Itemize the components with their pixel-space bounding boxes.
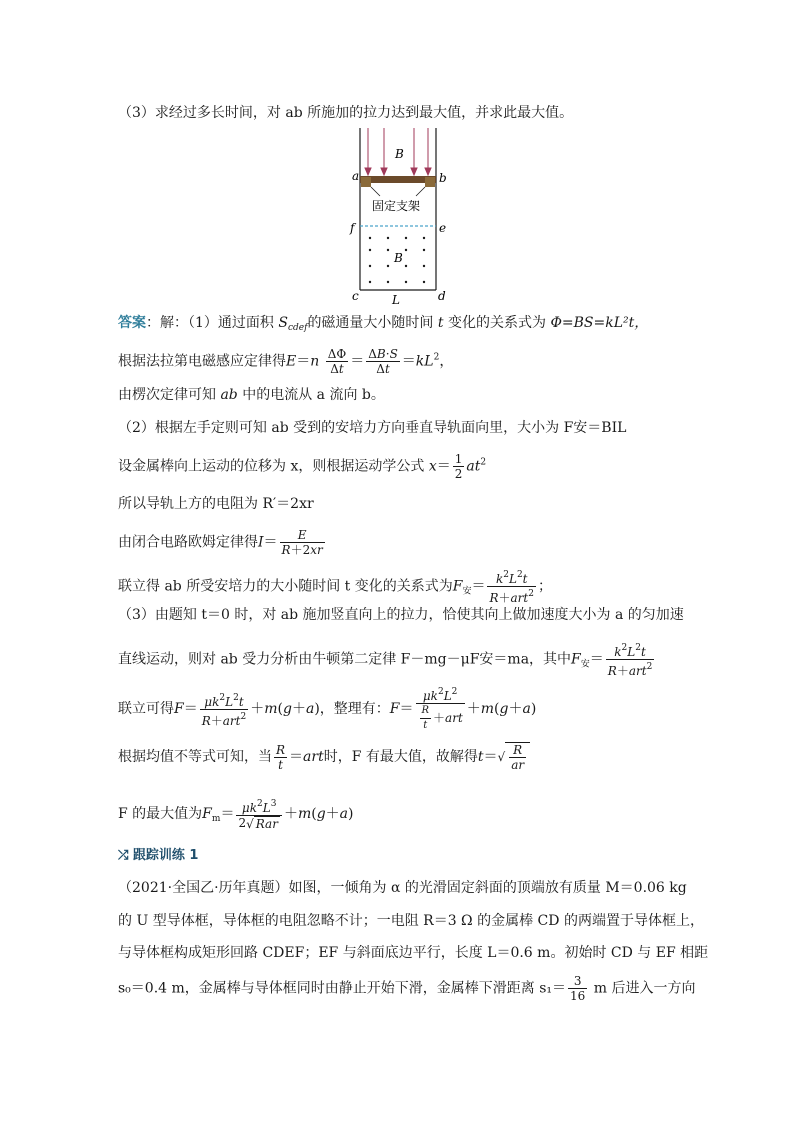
rod-ab xyxy=(360,176,436,183)
label-c: c xyxy=(352,289,359,303)
answer-line-1: 答案：解：（1）通过面积 $S_{cdef}$的磁通量大小随时间 t 变化的关系式为 Φ=BS=kL²t， xyxy=(118,315,649,333)
answer-line-6: 所以导轨上方的电阻为 R′＝2xr xyxy=(118,496,314,512)
answer-line-8: 联立得 ab 所受安培力的大小随时间 t 变化的关系式为$F_安=$ $\frac{k^2L^2t}{R+art^2}$ ； xyxy=(118,570,552,605)
label-b-top: B xyxy=(395,147,404,161)
label-l: L xyxy=(392,293,400,307)
label-e: e xyxy=(439,221,447,235)
label-f: f xyxy=(350,221,355,235)
answer-line-12: 根据均值不等式可知，当 $\frac{R}{t}$ ＝art时，F 有最大值，故解得t＝√ $\frac{R}{ar}$ xyxy=(118,742,530,772)
answer-line-9: （3）由题知 t＝0 时，对 ab 施加竖直向上的拉力，恰使其向上做加速度大小为 a 的匀加速 xyxy=(118,607,684,623)
fixed-support-label: 固定支架 xyxy=(372,199,421,213)
question-3: （3）求经过多长时间，对 ab 所施加的拉力达到最大值，并求此最大值。 xyxy=(118,105,574,121)
section-title: ⤮ 跟踪训练 1 xyxy=(118,848,199,863)
label-b: b xyxy=(439,171,447,185)
label-b-mid: B xyxy=(394,251,403,265)
shuffle-icon: ⤮ xyxy=(118,848,129,863)
answer-line-10: 直线运动，则对 ab 受力分析由牛顿第二定律 F－mg－μF安＝ma，其中$F_安=$ $\frac{k^2L^2t}{R+art^2}$ xyxy=(118,643,653,678)
label-d: d xyxy=(438,289,446,303)
answer-line-4: （2）根据左手定则可知 ab 受到的安培力方向垂直导轨面向里，大小为 F安＝BIL xyxy=(118,420,627,436)
problem-line-3: 与导体框构成矩形回路 CDEF；EF 与斜面底边平行，长度 L＝0.6 m。初始时 CD 与 EF 相距 xyxy=(118,945,709,961)
answer-line-13: F 的最大值为$F_m=$ $\frac{\mu k^2L^3}{\text{2√ Rar}}$ ＋m(g＋a) xyxy=(118,799,354,831)
answer-line-11: 联立可得F＝ $\frac{\mu k^2L^2t}{R+art^2}$ ＋m(g＋a)，整理有：F＝ $\mu k^2L^2$ $\frac{R}{t}$ ＋art ＋m(g＋a) xyxy=(118,687,537,731)
label-a: a xyxy=(352,169,360,183)
problem-line-1: （2021·全国乙·历年真题）如图，一倾角为 α 的光滑固定斜面的顶端放有质量 M＝0.06 kg xyxy=(118,880,687,896)
problem-line-2: 的 U 型导体框，导体框的电阻忽略不计；一电阻 R＝3 Ω 的金属棒 CD 的两端置于导体框上， xyxy=(118,913,704,929)
answer-line-5: 设金属棒向上运动的位移为 x，则根据运动学公式 x＝ $\frac{1}{2}$ $at^2$ xyxy=(118,452,487,481)
problem-line-4: s₀＝0.4 m，金属棒与导体框同时由静止开始下滑，金属棒下滑距离 s₁＝ $\frac{3}{16}$ m 后进入一方向 xyxy=(118,974,696,1003)
answer-label: 答案 xyxy=(118,315,146,331)
answer-line-2: 根据法拉第电磁感应定律得E＝n $\frac{\Delta\Phi}{\Delta t}$ ＝ $\frac{\Delta B\cdot S}{\Delta t}$ $=kL^2$， xyxy=(118,347,454,376)
answer-line-7: 由闭合电路欧姆定律得I＝ $\frac{E}{R+2xr}$ xyxy=(118,528,323,557)
answer-line-3: 由楞次定律可知 ab 中的电流从 a 流向 b。 xyxy=(118,387,385,403)
magnetic-field-diagram xyxy=(340,128,450,308)
